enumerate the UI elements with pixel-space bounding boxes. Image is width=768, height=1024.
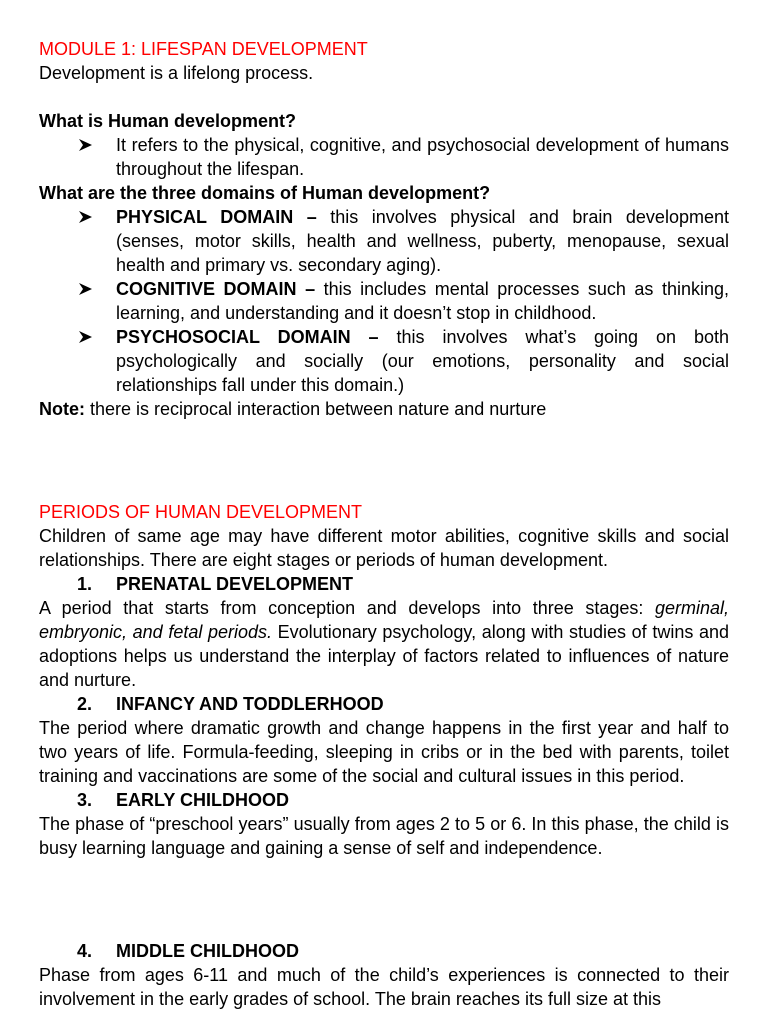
period-name: EARLY CHILDHOOD	[116, 790, 290, 810]
module-intro: Development is a lifelong process.	[39, 63, 314, 83]
arrowhead-bullet-icon	[77, 277, 95, 301]
period-number: 1.	[77, 574, 93, 594]
spacer	[39, 860, 729, 939]
arrowhead-bullet-icon	[77, 133, 95, 157]
periods-intro: Children of same age may have different motor abilities, cognitive skills and social relationships. There are eight stages or periods of human development.	[39, 526, 729, 570]
note-label: Note:	[39, 399, 85, 419]
period-text-prenatal	[39, 596, 729, 692]
question-domains: What are the three domains of Human development?	[39, 183, 491, 203]
period-name: MIDDLE CHILDHOOD	[116, 941, 299, 961]
period-name: PRENATAL DEVELOPMENT	[116, 574, 354, 594]
period-heading-early-childhood	[39, 788, 729, 812]
answer-human-development	[39, 133, 729, 181]
period-text-infancy: The period where dramatic growth and change happens in the first year and half to two years of life. Formula-feeding, sleeping in cribs or in the bed with parents, toilet training and vaccinations are some of the social and cultural issues in this period.	[39, 718, 729, 786]
period-number: 4.	[77, 941, 93, 961]
domain-cognitive	[39, 277, 729, 325]
arrowhead-bullet-icon	[77, 205, 95, 229]
period-number: 2.	[77, 694, 93, 714]
domain-name: PSYCHOSOCIAL DOMAIN –	[116, 327, 379, 347]
period-heading-infancy	[39, 692, 729, 716]
spacer	[39, 421, 729, 500]
period-text-early-childhood: The phase of “preschool years” usually from ages 2 to 5 or 6. In this phase, the child is busy learning language and gaining a sense of self and independence.	[39, 814, 729, 858]
domain-physical	[39, 205, 729, 277]
periods-title: PERIODS OF HUMAN DEVELOPMENT	[39, 502, 363, 522]
note	[39, 397, 729, 421]
note-text: there is reciprocal interaction between nature and nurture	[85, 399, 547, 419]
period-text-italic: germinal, embryonic, and fetal periods.	[39, 598, 729, 642]
period-heading-middle-childhood	[39, 939, 729, 963]
module-title: MODULE 1: LIFESPAN DEVELOPMENT	[39, 39, 368, 59]
spacer	[39, 85, 729, 109]
answer-text: It refers to the physical, cognitive, and psychosocial development of humans throughout the lifespan.	[116, 135, 729, 179]
period-name: INFANCY AND TODDLERHOOD	[116, 694, 384, 714]
period-heading-prenatal	[39, 572, 729, 596]
period-text-part: Evolutionary psychology, along with studies of twins and adoptions helps us understand the interplay of factors related to influences of nature and nurture.	[39, 622, 729, 690]
period-number: 3.	[77, 790, 93, 810]
domain-name: PHYSICAL DOMAIN –	[116, 207, 317, 227]
domain-psychosocial	[39, 325, 729, 397]
domain-text: this includes mental processes such as thinking, learning, and understanding and it doesn’t stop in childhood.	[116, 279, 729, 323]
domain-text: this involves what’s going on both psychologically and socially (our emotions, personality and social relationships fall under this domain.)	[116, 327, 729, 395]
domain-text: this involves physical and brain development (senses, motor skills, health and wellness, puberty, menopause, sexual health and primary vs. secondary aging).	[116, 207, 729, 275]
period-text-middle-childhood: Phase from ages 6-11 and much of the child’s experiences is connected to their involvement in the early grades of school. The brain reaches its full size at this	[39, 965, 729, 1009]
question-human-development: What is Human development?	[39, 111, 297, 131]
arrowhead-bullet-icon	[77, 325, 95, 349]
document-page	[39, 37, 729, 1011]
period-text-part: A period that starts from conception and develops into three stages:	[39, 598, 655, 618]
domain-name: COGNITIVE DOMAIN –	[116, 279, 316, 299]
